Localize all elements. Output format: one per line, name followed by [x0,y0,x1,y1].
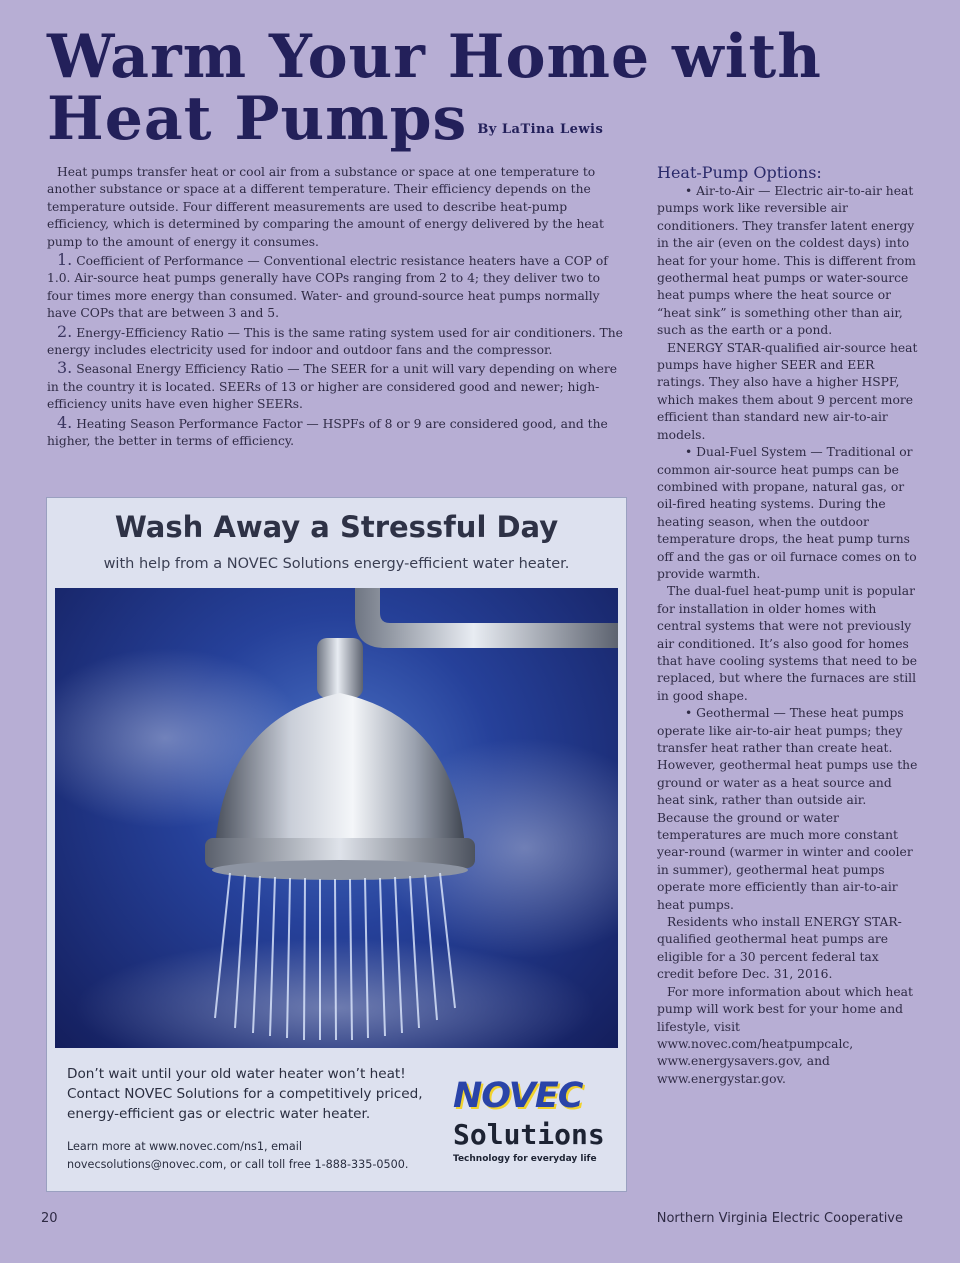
sidebar-heading: Heat-Pump Options: [657,163,822,182]
ad-headline: Wash Away a Stressful Day [114,510,559,544]
item-1 [47,251,623,323]
intro-paragraph: Heat pumps transfer heat or cool air from a substance or space at one temperature to another substance or space at a different temperature. Their efficiency depends on the temperature outside. Four different measurements are used to describe heat-pump efficiency, which is determined by comparing the amount of energy delivered by the heat pump to the amount of energy it consumes. [47,165,604,249]
item-3 [47,359,623,413]
tax-credit-paragraph: Residents who install ENERGY STAR-qualified geothermal heat pumps are eligible for a 30 percent federal tax credit before Dec. 31, 2016. [657,915,902,982]
option-air-to-air: • Air-to-Air — Electric air-to-air heat pumps work like reversible air conditioners. They transfer latent energy in the air (even on the coldest days) into heat for your home. This is different from geothermal heat pumps or water-source heat pumps where the heat source or “heat sink” is something other than air, such as the earth or a pond. [657,184,916,338]
item-1-number: 1. [57,250,73,270]
dual-fuel-details: The dual-fuel heat-pump unit is popular for installation in older homes with central systems that were not previously air conditioned. It’s also good for homes that have cooling systems that need to be replaced, but where the furnaces are still in good shape. [657,584,918,703]
article-title [47,22,822,154]
shower-arm-pipe [355,588,618,648]
item-2-text: Energy-Efficiency Ratio — This is the same rating system used for air conditioners. The energy includes electricity used for indoor and outdoor fans and the compressor. [47,325,623,358]
item-4-text: Heating Season Performance Factor — HSPFs of 8 or 9 are considered good, and the higher, the better in terms of efficiency. [47,416,608,449]
novec-solutions-logo [447,1072,617,1172]
shower-face-plate [212,860,468,880]
ad-body-text: Don’t wait until your old water heater won’t heat! Contact NOVEC Solutions for a competitively priced, energy-efficient gas or electric water heater. [67,1066,423,1122]
energy-star-air-source: ENERGY STAR-qualified air-source heat pumps have higher SEER and EER ratings. They also have a higher HSPF, which makes them about 9 percent more efficient than standard new air-to-air models. [657,340,918,442]
article-body [47,164,623,451]
logo-tagline: Technology for everyday life [453,1154,597,1164]
more-info-paragraph: For more information about which heat pump will work best for your home and lifestyle, visit www.novec.com/heatpumpcalc, www.energysavers.gov, and www.energystar.gov. [657,984,913,1086]
item-1-text: Coefficient of Performance — Conventional electric resistance heaters have a COP of 1.0. Air-source heat pumps generally have COPs ranging from 2 to 4; they deliver two to four times more energy than consumed. Water- and ground-source heat pumps normally have COPs that are between 3 and 5. [47,254,608,321]
publication-name: Northern Virginia Electric Cooperative [656,1211,903,1226]
shower-head-photo [55,588,618,1048]
page-number: 20 [41,1211,58,1226]
ad-subheadline: with help from a NOVEC Solutions energy-efficient water heater. [103,556,570,572]
solutions-logo-word: Solutions [453,1118,605,1151]
novec-logo-word: NOVEC [453,1076,583,1116]
item-2-number: 2. [57,321,73,341]
item-2 [47,323,623,360]
ad-contact-text: Learn more at www.novec.com/ns1, email novecsolutions@novec.com, or call toll free 1-888-335-0500. [67,1140,409,1171]
title-line-2: Heat Pumps [47,84,468,154]
novec-advertisement[interactable] [46,497,627,1192]
option-dual-fuel: • Dual-Fuel System — Traditional or common air-source heat pumps can be combined with propane, natural gas, or oil-fired heating systems. During the heating season, when the outdoor temperature drops, the heat pump turns off and the gas or oil furnace comes on to provide warmth. [657,445,917,581]
item-3-text: Seasonal Energy Efficiency Ratio — The SEER for a unit will vary depending on where in the country it is located. SEERs of 13 or higher are considered good and newer; high-efficiency units have even higher SEERs. [47,362,618,412]
option-geothermal: • Geothermal — These heat pumps operate like air-to-air heat pumps; they transfer heat rather than create heat. However, geothermal heat pumps use the ground or water as a heat source and heat sink, rather than outside air. Because the ground or water temperatures are much more constant year-round (warmer in winter and cooler in summer), geothermal heat pumps operate more efficiently than air-to-air heat pumps. [657,706,918,912]
shower-neck [317,638,363,698]
item-4-number: 4. [57,412,73,432]
title-line-1: Warm Your Home with [47,22,822,92]
item-4 [47,414,623,451]
sidebar-options [657,164,919,1088]
byline: By LaTina Lewis [477,122,604,137]
item-3-number: 3. [57,358,73,378]
shower-head-illustration [55,588,618,1048]
